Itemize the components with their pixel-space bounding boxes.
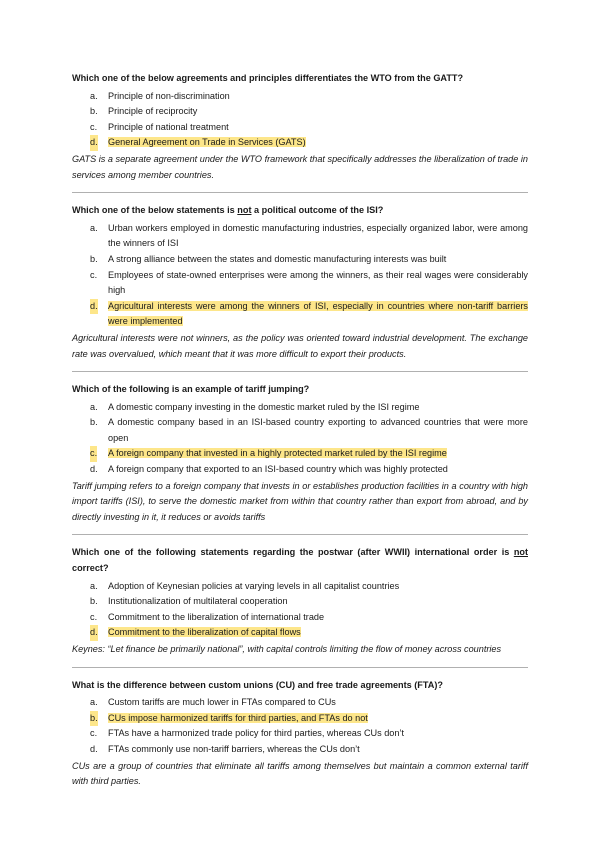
- option-d-correct: [72, 299, 528, 330]
- option-text: A domestic company based in an ISI-based country exporting to advanced countries that were more open: [108, 417, 528, 443]
- option-letter: d.: [90, 625, 98, 641]
- option-text: FTAs have a harmonized trade policy for third parties, whereas CUs don’t: [108, 728, 405, 739]
- question-text: [72, 678, 528, 694]
- option-d: [72, 462, 528, 478]
- option-a: [72, 695, 528, 711]
- options-list: [72, 579, 528, 641]
- option-text-highlighted: Agricultural interests were among the winners of ISI, especially in countries where non-tariff barriers were implemented: [108, 300, 528, 327]
- question-text-part: Which one of the below statements is: [72, 205, 238, 216]
- option-letter: d.: [90, 743, 98, 754]
- section-divider: [72, 667, 528, 668]
- question-block-3: [72, 382, 528, 525]
- section-divider: [72, 534, 528, 535]
- option-letter: b.: [90, 417, 98, 428]
- question-text-part: What is the difference between custom unions (CU) and free trade agreements (FTA)?: [72, 679, 443, 690]
- section-divider: [72, 371, 528, 372]
- question-block-4: [72, 545, 528, 657]
- option-text: Employees of state-owned enterprises were among the winners, as their real wages were considerably high: [108, 269, 528, 296]
- option-b: [72, 415, 528, 446]
- question-block-2: [72, 203, 528, 362]
- option-letter: c.: [90, 728, 98, 739]
- question-text: [72, 382, 528, 398]
- option-letter: c.: [90, 611, 98, 622]
- question-text-part: Which of the following is an example of tariff jumping?: [72, 384, 310, 395]
- option-b: [72, 104, 528, 120]
- option-letter: a.: [90, 697, 98, 708]
- option-text: Custom tariffs are much lower in FTAs compared to CUs: [108, 697, 336, 708]
- option-text-highlighted: Commitment to the liberalization of capital flows: [108, 627, 301, 638]
- option-letter: a.: [90, 401, 98, 412]
- question-block-1: [72, 71, 528, 183]
- answer-explanation: GATS is a separate agreement under the WTO framework that specifically addresses the liberalization of trade in services among member countries.: [72, 153, 528, 180]
- option-letter: a.: [90, 222, 98, 233]
- option-text: Principle of non-discrimination: [108, 90, 230, 101]
- option-c: [72, 726, 528, 742]
- option-a: [72, 400, 528, 416]
- option-d-correct: [72, 135, 528, 151]
- option-letter: b.: [90, 711, 98, 727]
- option-c: [72, 268, 528, 299]
- option-letter: a.: [90, 580, 98, 591]
- option-b: [72, 594, 528, 610]
- option-text: Commitment to the liberalization of international trade: [108, 611, 325, 622]
- option-text: Urban workers employed in domestic manufacturing industries, especially organized labor, were among the winners of ISI: [108, 222, 528, 249]
- option-letter: c.: [90, 269, 98, 280]
- option-text-highlighted: CUs impose harmonized tariffs for third parties, and FTAs do not: [108, 712, 368, 723]
- option-d-correct: [72, 625, 528, 641]
- question-text-part: Which one of the following statements regarding the postwar (after WWII) international order is: [72, 547, 514, 558]
- question-text: [72, 71, 528, 87]
- option-a: [72, 579, 528, 595]
- option-b: [72, 252, 528, 268]
- answer-explanation: Keynes: “Let finance be primarily national”, with capital controls limiting the flow of money across countries: [72, 644, 502, 654]
- question-block-5: [72, 678, 528, 790]
- option-letter: b.: [90, 106, 98, 117]
- question-emphasis: not: [513, 547, 528, 558]
- option-letter: b.: [90, 596, 98, 607]
- option-letter: d.: [90, 299, 98, 315]
- option-b-correct: [72, 711, 528, 727]
- option-letter: c.: [90, 446, 97, 462]
- option-text: Principle of national treatment: [108, 121, 229, 132]
- question-text-part: Which one of the below agreements and principles differentiates the WTO from the GATT?: [72, 73, 464, 83]
- option-text: Adoption of Keynesian policies at varying levels in all capitalist countries: [108, 580, 400, 591]
- option-letter: d.: [90, 464, 98, 475]
- option-c: [72, 120, 528, 136]
- options-list: [72, 89, 528, 151]
- option-d: [72, 742, 528, 758]
- option-a: [72, 221, 528, 252]
- option-c: [72, 610, 528, 626]
- question-text: [72, 545, 528, 576]
- question-text-part: correct?: [72, 563, 109, 574]
- option-c-correct: [72, 446, 528, 462]
- question-text-part: a political outcome of the ISI?: [251, 205, 384, 216]
- question-emphasis: not: [237, 205, 252, 216]
- option-letter: c.: [90, 121, 98, 132]
- options-list: [72, 221, 528, 330]
- option-text: Institutionalization of multilateral cooperation: [108, 596, 288, 607]
- answer-explanation: Agricultural interests were not winners, as the policy was oriented toward industrial development. The exchange rate was overvalued, which meant that it was more difficult to export their products.: [72, 332, 528, 359]
- option-letter: b.: [90, 253, 98, 264]
- answer-explanation: Tariff jumping refers to a foreign company that invests in or establishes production facilities in a country with high import tariffs (ISI), to serve the domestic market from within that country rather than export from abroad, and by directly investing in it, it reduces or avoids tariffs: [72, 480, 528, 522]
- option-text: A strong alliance between the states and domestic manufacturing interests was built: [108, 253, 447, 264]
- option-a: [72, 89, 528, 105]
- option-text: A domestic company investing in the domestic market ruled by the ISI regime: [108, 401, 420, 412]
- section-divider: [72, 192, 528, 193]
- option-letter: d.: [90, 135, 98, 151]
- options-list: [72, 400, 528, 478]
- option-text-highlighted: General Agreement on Trade in Services (GATS): [108, 137, 306, 148]
- option-text-highlighted: A foreign company that invested in a highly protected market ruled by the ISI regime: [108, 448, 447, 459]
- option-text: Principle of reciprocity: [108, 106, 198, 117]
- options-list: [72, 695, 528, 757]
- question-text: [72, 203, 528, 219]
- option-text: FTAs commonly use non-tariff barriers, whereas the CUs don’t: [108, 743, 360, 754]
- option-letter: a.: [90, 90, 98, 101]
- option-text: A foreign company that exported to an ISI-based country which was highly protected: [108, 464, 448, 475]
- answer-explanation: CUs are a group of countries that eliminate all tariffs among themselves but maintain a common external tariff with third parties.: [72, 760, 528, 787]
